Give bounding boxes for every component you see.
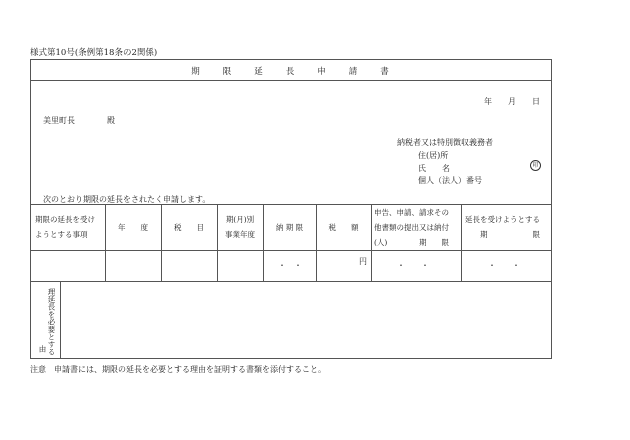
addressee: 美里町長 殿 xyxy=(43,116,115,125)
applicant-address-label: 住(居)所 xyxy=(418,151,449,160)
applicant-id-number-label: 個人（法人）番号 xyxy=(418,176,482,185)
seal-mark: 印 xyxy=(530,160,541,171)
header-bottom-line xyxy=(31,250,551,251)
date-line: 年 月 日 xyxy=(484,97,540,106)
application-form-frame xyxy=(30,59,552,359)
reason-label-end: 由 xyxy=(38,345,47,353)
divider xyxy=(31,80,551,81)
request-text: 次のとおり期限の延長をされたく申請します。 xyxy=(43,195,211,204)
reason-label-divider xyxy=(60,281,61,358)
row-bottom-line xyxy=(31,281,551,282)
applicant-name-label: 氏 名 xyxy=(418,164,450,173)
column-divider xyxy=(461,204,462,281)
column-divider xyxy=(371,204,372,281)
header-filing-deadline: 申告、申請、請求その 他書類の提出又は納付 (人) 期 限 xyxy=(374,207,449,247)
header-tax-item: 税 目 xyxy=(174,222,204,232)
form-title: 期 限 延 長 申 請 書 xyxy=(191,67,391,77)
header-fiscal-year: 年 度 xyxy=(118,222,148,232)
header-period: 期(月)別 事業年度 xyxy=(225,215,255,239)
note: 注意 申請書には、期限の延長を必要とする理由を証明する書類を添付すること。 xyxy=(30,365,326,374)
reason-label: 理延長を必要とする xyxy=(47,288,56,356)
header-tax-amount: 税 額 xyxy=(328,222,359,232)
applicant-heading: 納税者又は特別徴収義務者 xyxy=(397,138,493,147)
form-number-label: 様式第10号(条例第18条の2関係) xyxy=(30,48,158,58)
extended-date-dots: ・ ・ xyxy=(488,261,520,270)
header-item: 期限の延長を受け ようとする事項 xyxy=(35,215,95,239)
header-due-date: 納 期 限 xyxy=(275,222,304,232)
header-extended-deadline: 延長を受けようとする 期 限 xyxy=(465,215,540,239)
filing-date-dots: ・ ・ xyxy=(397,261,429,270)
yen-unit: 円 xyxy=(359,257,367,266)
due-date-dots: ・ ・ xyxy=(278,261,302,270)
